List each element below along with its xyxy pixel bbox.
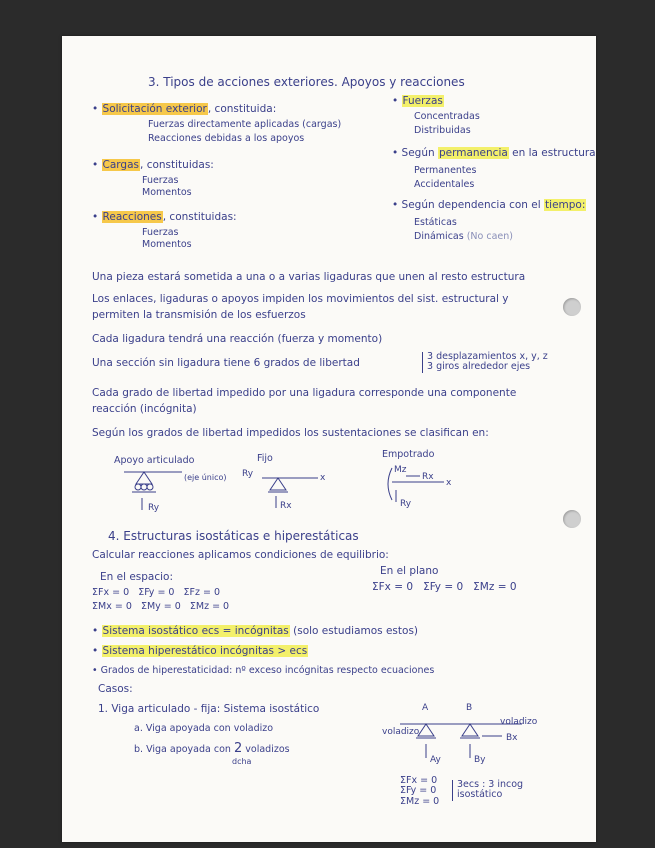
fuerzas-label: Fuerzas — [402, 95, 443, 107]
plano-row — [372, 582, 517, 594]
reacciones-item-1: Fuerzas — [142, 227, 179, 238]
reacciones-label: Reacciones — [102, 211, 162, 223]
paragraph-2b: permiten la transmisión de los esfuerzos — [92, 309, 306, 321]
cargas-item-2: Momentos — [142, 187, 192, 198]
apoyo-articulado-note: (eje único) — [184, 473, 227, 482]
x-label-2: x — [320, 473, 326, 483]
caso-a: a. Viga apoyada con voladizo — [134, 723, 274, 734]
caso-b-sub: dcha — [232, 757, 252, 766]
perm-item-1: Permanentes — [414, 165, 477, 176]
isostatic-note: (solo estudiamos estos) — [293, 625, 419, 637]
segun-perm-pre: Según — [401, 147, 435, 159]
tiempo-item-2: Dinámicas — [414, 231, 464, 242]
isostatic-highlight: Sistema isostático ecs = incógnitas — [102, 625, 289, 637]
segun-permanencia-line: • Según permanencia en la estructura — [392, 147, 596, 159]
solicitacion-label: Solicitación exterior — [102, 103, 207, 115]
x-label-3: x — [446, 478, 452, 488]
dof-brace-line-2: 3 giros alrededor ejes — [427, 361, 531, 373]
notebook-page — [62, 36, 596, 842]
voladizo-right: voladizo — [500, 717, 538, 727]
pin-support-diagram — [122, 464, 192, 514]
casos-label: Casos: — [98, 683, 133, 695]
eq-fx: ΣFx = 0 — [92, 587, 130, 598]
caso-b-post: voladizos — [245, 744, 290, 755]
bullet-hyperstatic: • Sistema hiperestático incógnitas > ecs — [92, 645, 308, 657]
beam-eq-1: ΣFx = 0 — [400, 775, 438, 786]
degree-text: Grados de hiperestaticidad: nº exceso incógnitas respecto ecuaciones — [100, 665, 435, 676]
hyperstatic-highlight: Sistema hiperestático incógnitas > ecs — [102, 645, 308, 657]
beam-note — [452, 780, 523, 801]
segun-tiempo-line: • Según dependencia con el tiempo: — [392, 199, 586, 211]
tiempo-item-1: Estáticas — [414, 217, 457, 228]
eq-fz: ΣFz = 0 — [183, 587, 221, 598]
by-label: By — [474, 755, 486, 765]
caso-1: 1. Viga articulado - fija: Sistema isostático — [98, 703, 320, 715]
dof-brace-line-1: 3 desplazamientos x, y, z — [427, 351, 548, 362]
plano-eq-mz: ΣMz = 0 — [473, 581, 517, 593]
fixed-support-diagram — [242, 466, 332, 512]
paragraph-1: Una pieza estará sometida a una o a varias ligaduras que unen al resto estructura — [92, 271, 526, 283]
espacio-row-1 — [92, 588, 220, 598]
solicitacion-line: • Solicitación exterior, constituida: — [92, 103, 277, 115]
segun-tiempo-pre: Según dependencia con el — [401, 199, 541, 211]
calc-reactions: Calcular reacciones aplicamos condiciones de equilibrio: — [92, 549, 389, 561]
fixed-end-diagram — [380, 462, 470, 512]
beam-note-1: 3ecs : 3 incog — [457, 779, 524, 790]
apoyo-fijo-label: Fijo — [257, 453, 273, 464]
caso-b-number: 2 — [233, 741, 243, 756]
cargas-item-1: Fuerzas — [142, 175, 179, 186]
paragraph-4: Una sección sin ligadura tiene 6 grados de libertad — [92, 357, 360, 369]
eq-fy: ΣFy = 0 — [138, 587, 175, 598]
ry-label-1: Ry — [148, 503, 160, 513]
tiempo-item-2-line — [414, 232, 513, 242]
beam-equations — [400, 776, 439, 807]
eq-my: ΣMy = 0 — [140, 601, 181, 612]
plano-label: En el plano — [380, 565, 439, 577]
mz-label: Mz — [394, 465, 407, 475]
ry-label-3: Ry — [400, 499, 412, 509]
fuerzas-item-2: Distribuidas — [414, 125, 471, 136]
plano-eq-fx: ΣFx = 0 — [372, 581, 414, 593]
plano-eq-fy: ΣFy = 0 — [423, 581, 464, 593]
segun-perm-highlight: permanencia — [438, 147, 508, 159]
paragraph-5a: Cada grado de libertad impedido por una ligadura corresponde una componente — [92, 387, 517, 399]
sol-item-1: Fuerzas directamente aplicadas (cargas) — [148, 119, 342, 130]
bullet-degree: • Grados de hiperestaticidad: nº exceso incógnitas respecto ecuaciones — [92, 665, 435, 676]
reacciones-line: • Reacciones, constituidas: — [92, 211, 237, 223]
apoyo-articulado-label: Apoyo articulado — [114, 455, 195, 466]
fuerzas-item-1: Concentradas — [414, 111, 480, 122]
beam-eq-3: ΣMz = 0 — [400, 795, 440, 807]
beam-label-a: A — [422, 703, 429, 713]
paragraph-3: Cada ligadura tendrá una reacción (fuerza y momento) — [92, 333, 383, 345]
espacio-row-2 — [92, 602, 229, 612]
perm-item-2: Accidentales — [414, 179, 475, 190]
bullet-isostatic: • Sistema isostático ecs = incógnitas (solo estudiamos estos) — [92, 625, 419, 637]
voladizo-left: voladizo — [382, 727, 420, 737]
bx-label: Bx — [506, 733, 518, 743]
cargas-line: • Cargas, constituidas: — [92, 159, 214, 171]
paragraph-5b: reacción (incógnita) — [92, 403, 197, 415]
beam-note-2: isostático — [457, 789, 503, 801]
segun-tiempo-highlight: tiempo: — [545, 199, 586, 211]
caso-b-text: b. Viga apoyada con — [134, 744, 231, 755]
cargas-suffix: constituidas: — [146, 159, 214, 171]
reacciones-item-2: Momentos — [142, 239, 192, 250]
punch-hole-bottom — [563, 510, 581, 528]
eq-mx: ΣMx = 0 — [92, 601, 132, 612]
cargas-label: Cargas — [102, 159, 139, 171]
eq-mz: ΣMz = 0 — [189, 601, 230, 612]
empotrado-label: Empotrado — [382, 449, 435, 460]
dof-brace — [422, 352, 548, 373]
beam-eq-2: ΣFy = 0 — [400, 785, 437, 797]
paragraph-6: Según los grados de libertad impedidos los sustentaciones se clasifican en: — [92, 427, 489, 439]
fuerzas-line: • Fuerzas — [392, 95, 443, 107]
rx-label-2: Rx — [280, 501, 292, 511]
solicitacion-suffix: constituida: — [214, 103, 277, 115]
reacciones-suffix: constituidas: — [169, 211, 237, 223]
punch-hole-top — [563, 298, 581, 316]
section-title: 3. Tipos de acciones exteriores. Apoyos y reacciones — [148, 75, 465, 89]
caso-b — [134, 742, 290, 756]
beam-label-b: B — [466, 703, 473, 713]
rx-label-3: Rx — [422, 472, 434, 482]
ay-label: Ay — [430, 755, 441, 765]
section4-title: 4. Estructuras isostáticas e hiperestáticas — [108, 529, 359, 543]
sol-item-2: Reacciones debidas a los apoyos — [148, 133, 305, 144]
ry-label-2: Ry — [242, 469, 254, 479]
segun-perm-post: en la estructura — [512, 147, 596, 159]
paragraph-2a: Los enlaces, ligaduras o apoyos impiden los movimientos del sist. estructural y — [92, 293, 509, 305]
beam-diagram — [382, 700, 552, 770]
tiempo-note: (No caen) — [466, 231, 513, 242]
espacio-label: En el espacio: — [100, 571, 174, 583]
